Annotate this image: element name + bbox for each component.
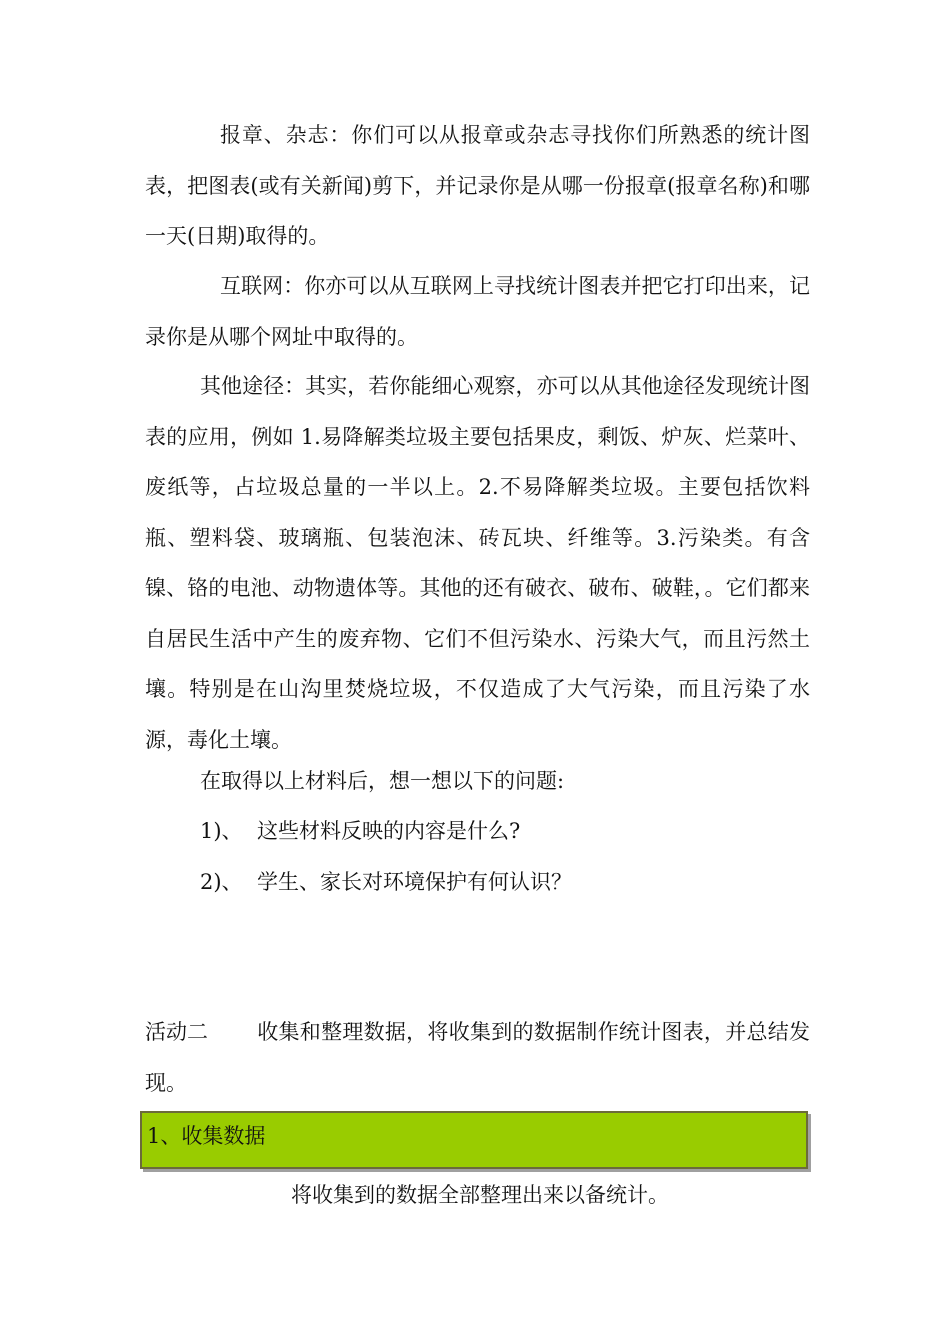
activity-description: 收集和整理数据，将收集到的数据制作统计图表，并总结发现。 (145, 1020, 810, 1095)
paragraph-newspapers: 报章、杂志：你们可以从报章或杂志寻找你们所熟悉的统计图表，把图表(或有关新闻)剪下，并记录你是从哪一份报章(报章名称)和哪一天(日期)取得的。 (145, 123, 810, 248)
question-text: 这些材料反映的内容是什么? (257, 819, 521, 843)
question-text: 学生、家长对环境保护有何认识？ (257, 870, 572, 894)
question-item (200, 857, 572, 908)
section-heading: 1、收集数据 (147, 1124, 266, 1148)
question-number: 1)、 (200, 819, 243, 843)
question-number: 2)、 (200, 870, 243, 894)
activity-label: 活动二 (145, 1020, 208, 1044)
question-item (200, 806, 520, 857)
questions-intro: 在取得以上材料后，想一想以下的问题: (200, 769, 565, 793)
paragraph-other-sources: 其他途径：其实，若你能细心观察，亦可以从其他途径发现统计图表的应用，例如 1.易降解类垃圾主要包括果皮，剩饭、炉灰、烂菜叶、废纸等，占垃圾总量的一半以上。2.不易降解类垃圾。主要包括饮料瓶、塑料袋、玻璃瓶、包装泡沫、砖瓦块、纤维等。3.污染类。有含镍、铬的电池、动物遗体等。其他的还有破衣、破布、破鞋，。它们都来自居民生活中产生的废弃物、它们不但污染水、污染大气，而且污然土壤。特别是在山沟里焚烧垃圾，不仅造成了大气污染，而且污染了水源，毒化土壤。 (145, 374, 810, 752)
section-note: 将收集到的数据全部整理出来以备统计。 (291, 1183, 669, 1207)
activity-two (145, 1007, 810, 1108)
paragraph-internet: 互联网：你亦可以从互联网上寻找统计图表并把它打印出来，记录你是从哪个网址中取得的。 (145, 274, 810, 349)
section-heading-banner (140, 1111, 808, 1169)
